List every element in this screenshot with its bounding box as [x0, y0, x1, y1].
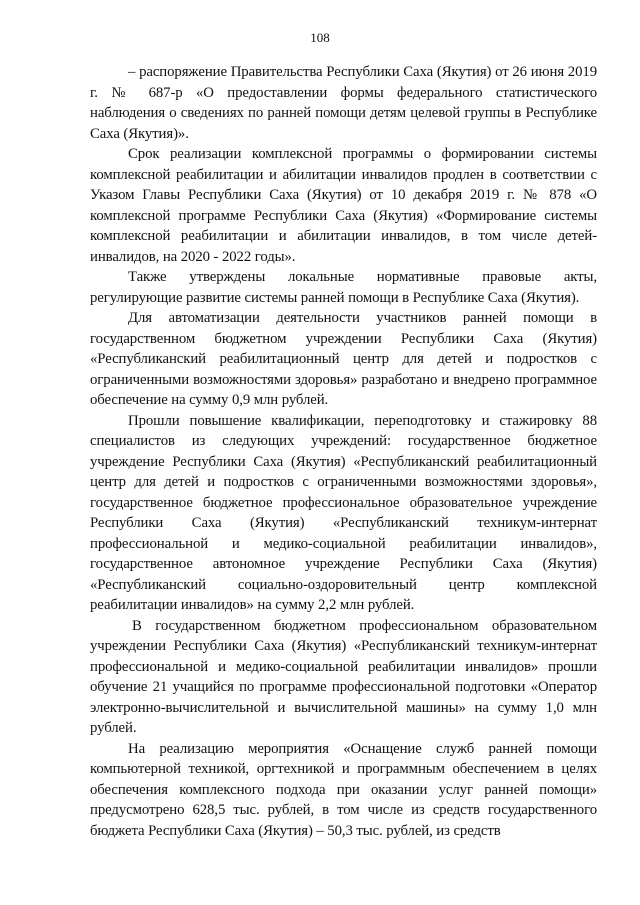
paragraph-software-automation: Для автоматизации деятельности участников ранней помощи в государственном бюджетном учреждении Республики Саха (Якутия) «Республиканский реабилитационный центр для детей и подростков с ограниченными возможностями здоровья» разработано и внедрено программное обеспечение на сумму 0,9 млн рублей. [90, 310, 597, 408]
paragraph-equipment-funding: На реализацию мероприятия «Оснащение служб ранней помощи компьютерной техникой, оргтехникой и программным обеспечением в целях обеспечения комплексного подхода при оказании услуг ранней помощи» предусмотрено 628,5 тыс. рублей, в том числе из средств государственного бюджета Республики Саха (Якутия) – 50,3 тыс. рублей, из средств [90, 740, 597, 839]
paragraph-program-extension: Срок реализации комплексной программы о формировании системы комплексной реабилитации и абилитации инвалидов продлен в соответствии с Указом Главы Республики Саха (Якутия) от 10 декабря 2019 г. № 878 «О комплексной программе Республики Саха (Якутия) «Формирование системы комплексной реабилитации и абилитации инвалидов, в том числе детей-инвалидов, на 2020 - 2022 годы». [90, 146, 597, 265]
paragraph-local-acts: Также утверждены локальные нормативные правовые акты, регулирующие развитие системы ранней помощи в Республике Саха (Якутия). [90, 269, 597, 306]
paragraph-student-training: В государственном бюджетном профессиональном образовательном учреждении Республики Саха (Якутия) «Республиканский техникум-интернат профессиональной и медико-социальной реабилитации инвалидов» прошли обучение 21 учащийся по программе профессиональной подготовки «Оператор электронно-вычислительной и вычислительной машины» на сумму 1,0 млн рублей. [90, 617, 597, 736]
paragraph-specialist-training: Прошли повышение квалификации, переподготовку и стажировку 88 специалистов из следующих учреждений: государственное бюджетное учреждение Республики Саха (Якутия) «Республиканский реабилитационный центр для детей и подростков с ограниченными возможностями здоровья», государственное бюджетное профессиональное образовательное учреждение Республики Саха (Якутия) «Республиканский техникум-интернат профессиональной и медико-социальной реабилитации инвалидов», государственное автономное учреждение Республики Саха (Якутия) «Республиканский социально-оздоровительный центр комплексной реабилитации инвалидов» на сумму 2,2 млн рублей. [90, 412, 597, 613]
paragraph-decree-list-item: – распоряжение Правительства Республики Саха (Якутия) от 26 июня 2019 г. № 687-р «О предоставлении формы федерального статистического наблюдения о сведениях по ранней помощи детям целевой группы в Республике Саха (Якутия)». [90, 64, 597, 142]
document-body [90, 62, 597, 841]
page-number: 108 [310, 30, 330, 45]
